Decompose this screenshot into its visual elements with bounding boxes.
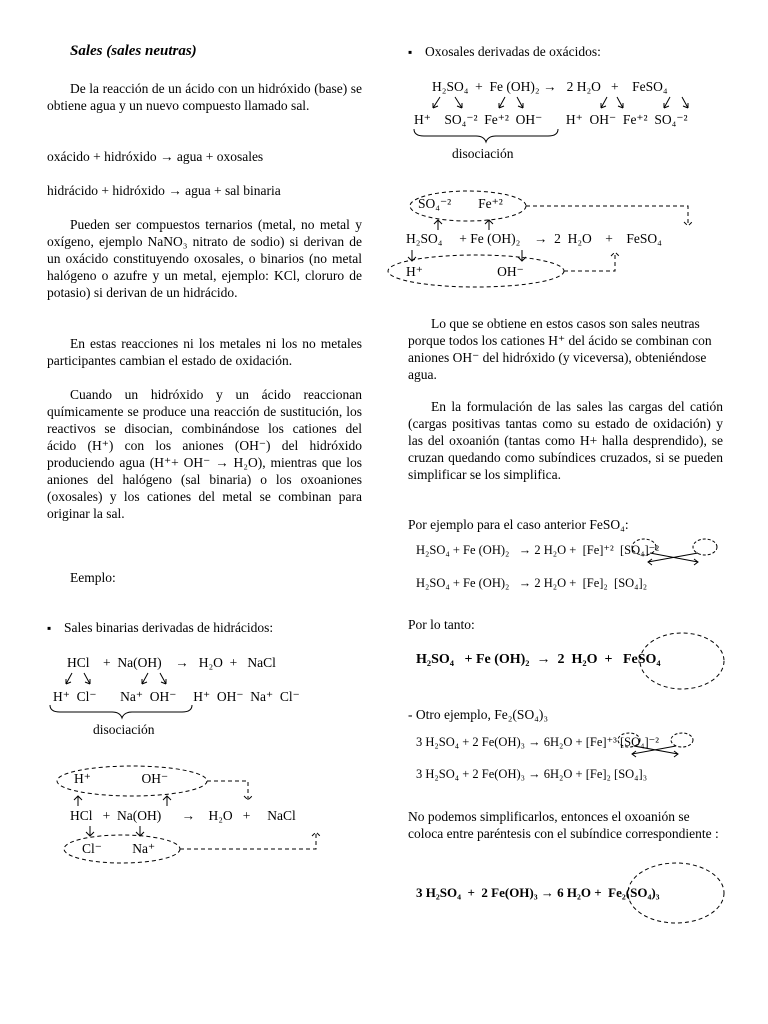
dissociation-label-left: disociación	[93, 722, 155, 737]
charge-circle-so4-2	[671, 733, 693, 747]
equation-fe2so43-subscripts: 3 H₂SO₄ + 2 Fe(OH)₃ → 6H₂O + [Fe]₂ [SO₄]₃	[416, 767, 648, 781]
equation-h2so4-bottom-ions: H⁺ OH⁻	[406, 264, 524, 279]
dissociation-arrows-right	[433, 97, 688, 108]
equation-fe2so43-charges: 3 H₂SO₄ + 2 Fe(OH)₃ → 6H₂O + [Fe]⁺³ [SO₄]⁻²	[416, 735, 660, 749]
formulation-paragraph: En la formulación de las sales las cargas del catión (cargas positivas tantas como su estado de oxidación) y las del oxoanión (tantas como H+ halla desprendido), se cruzan quedando como subíndices cruzados, si se pueden simplificar se los simplifica.	[408, 399, 723, 482]
equation-feso4-subscripts: H₂SO₄ + Fe (OH)₂ → 2 H₂O + [Fe]₂ [SO₄]₂	[416, 576, 648, 590]
equation-hcl: HCl + Na(OH) → H₂O + NaCl	[67, 655, 276, 670]
dissociation-label-right: disociación	[452, 146, 514, 161]
equation-hcl-bottom-ions: Cl⁻ Na⁺	[82, 841, 156, 856]
therefore-label: Por lo tanto:	[408, 617, 475, 632]
equation-h2so4-top-ions: SO₄⁻² Fe⁺²	[418, 196, 503, 211]
another-example-label: - Otro ejemplo, Fe₂(SO₄)₃	[408, 707, 549, 722]
reaction-oxosales: oxácido + hidróxido → agua + oxosales	[47, 149, 264, 164]
no-simplify-paragraph: No podemos simplificarlos, entonces el oxoanión se coloca entre paréntesis con el subíndice correspondiente :	[408, 809, 719, 841]
equation-h2so4: H₂SO₄ + Fe (OH)₂ → 2 H₂O + FeSO₄	[432, 79, 668, 94]
equation-hcl-ions: H⁺ Cl⁻ Na⁺ OH⁻ H⁺ OH⁻ Na⁺ Cl⁻	[53, 689, 300, 704]
intro-paragraph: De la reacción de un ácido con un hidróxido (base) se obtiene agua y un nuevo compuesto llamado sal.	[47, 81, 362, 113]
equation-hcl-combined: HCl + Na(OH) → H₂O + NaCl	[70, 808, 296, 823]
brace-left	[50, 705, 192, 718]
equation-feso4-charges: H₂SO₄ + Fe (OH)₂ → 2 H₂O + [Fe]⁺² [SO₄]⁻²	[416, 543, 660, 557]
compounds-paragraph: Pueden ser compuestos ternarios (metal, no metal y oxígeno, ejemplo NaNO₃ nitrato de sodio) si derivan de un oxácido constituyendo oxosales, o binarios (no metal halógeno o azufre y un metal, ejemplo: KCl, cloruro de potasio) si derivan de un hidrácido.	[47, 217, 362, 300]
equation-feso4-final: H₂SO₄ + Fe (OH)₂ → 2 H₂O + FeSO₄	[416, 652, 661, 667]
bullet-binary-salts: ▪ Sales binarias derivadas de hidrácidos:	[47, 620, 362, 636]
charge-circle-so4	[693, 539, 717, 555]
example-feso4-label: Por ejemplo para el caso anterior FeSO₄:	[408, 517, 629, 532]
equation-h2so4-ions: H⁺ SO₄⁻² Fe⁺² OH⁻ H⁺ OH⁻ Fe⁺² SO₄⁻²	[414, 112, 688, 127]
bullet-oxosales: ▪ Oxosales derivadas de oxácidos:	[408, 44, 723, 60]
reaction-paragraph: Cuando un hidróxido y un ácido reaccionan químicamente se produce una reacción de sustitución, los reactivos se disocian, combinándose los cationes del ácido (H⁺) con los aniones (OH⁻) del hidróxido produciendo agua (H⁺+ OH⁻ → H₂O), mientras que los aniones del halógeno (sal binaria) o los oxoaniones (oxosales) y los cationes del metal se combinan para originar la sal.	[47, 387, 362, 521]
dissociation-arrows-left	[66, 673, 166, 684]
oxidation-paragraph: En estas reacciones ni los metales ni los no metales participantes cambian el estado de oxidación.	[47, 336, 362, 368]
reaction-binaria: hidrácido + hidróxido → agua + sal binaria	[47, 183, 281, 198]
brace-right	[414, 129, 558, 142]
example-label: Eemplo:	[70, 570, 116, 585]
equation-hcl-top-ions: H⁺ OH⁻	[74, 771, 169, 786]
equation-h2so4-combined: H₂SO₄ + Fe (OH)₂ → 2 H₂O + FeSO₄	[406, 231, 662, 246]
equation-fe2so43-final: 3 H₂SO₄ + 2 Fe(OH)₃ → 6 H₂O + Fe₂(SO₄)₃	[416, 885, 660, 900]
page-title: Sales (sales neutras)	[70, 43, 197, 59]
neutral-salts-paragraph: Lo que se obtiene en estos casos son sales neutras porque todos los cationes H⁺ del ácido se combinan con aniones OH⁻ del hidróxido (y viceversa), obteniéndose agua.	[408, 316, 712, 382]
